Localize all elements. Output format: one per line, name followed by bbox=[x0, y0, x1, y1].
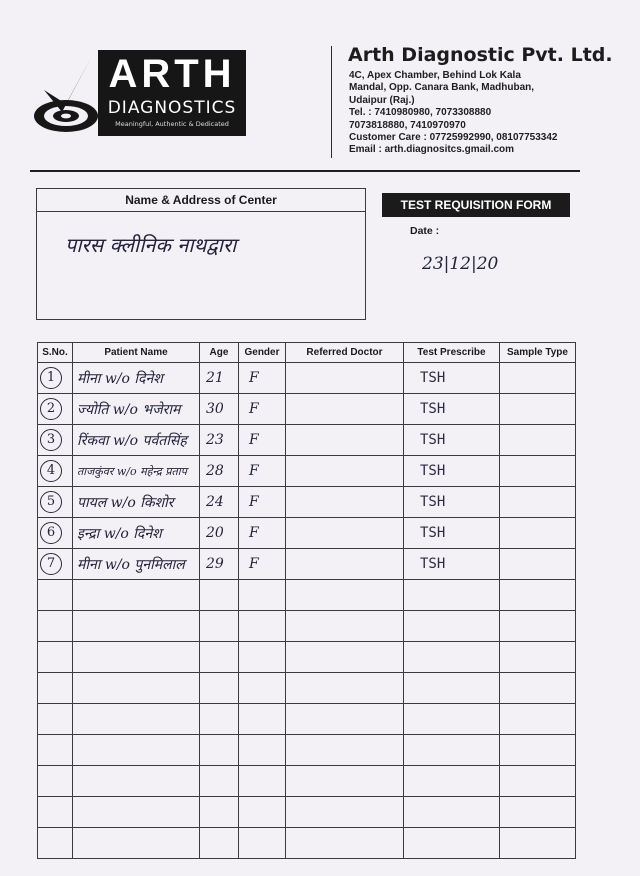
address-line: Udaipur (Raj.) bbox=[349, 94, 415, 106]
empty-cell bbox=[404, 642, 500, 673]
empty-cell bbox=[239, 735, 286, 766]
empty-cell bbox=[286, 766, 404, 797]
empty-cell bbox=[500, 611, 576, 642]
empty-cell bbox=[200, 642, 239, 673]
header-sample-type: Sample Type bbox=[500, 343, 576, 363]
empty-cell bbox=[404, 766, 500, 797]
patient-name-cell: मीना w/o दिनेश bbox=[73, 363, 200, 394]
test-cell: TSH bbox=[404, 518, 500, 549]
empty-cell bbox=[73, 611, 200, 642]
sample-cell bbox=[500, 363, 576, 394]
doctor-cell bbox=[286, 487, 404, 518]
empty-table-row bbox=[38, 580, 576, 611]
empty-cell bbox=[73, 828, 200, 859]
header-patient-name: Patient Name bbox=[73, 343, 200, 363]
empty-table-row bbox=[38, 611, 576, 642]
empty-cell bbox=[73, 642, 200, 673]
age-cell: 24 bbox=[200, 487, 239, 518]
sno-circle: 2 bbox=[40, 398, 62, 420]
table-body bbox=[38, 363, 576, 859]
sno-circle: 3 bbox=[40, 429, 62, 451]
sample-cell bbox=[500, 487, 576, 518]
address-line: 7073818880, 7410970970 bbox=[349, 119, 466, 131]
empty-cell bbox=[286, 735, 404, 766]
empty-cell bbox=[38, 642, 73, 673]
patient-name-cell: इन्द्रा w/o दिनेश bbox=[73, 518, 200, 549]
empty-cell bbox=[286, 704, 404, 735]
empty-cell bbox=[500, 797, 576, 828]
empty-cell bbox=[73, 580, 200, 611]
table-row bbox=[38, 456, 576, 487]
table-row bbox=[38, 425, 576, 456]
empty-cell bbox=[200, 735, 239, 766]
age-cell: 28 bbox=[200, 456, 239, 487]
doctor-cell bbox=[286, 518, 404, 549]
empty-cell bbox=[286, 673, 404, 704]
patient-name-cell: पायल w/o किशोर bbox=[73, 487, 200, 518]
address-line: 4C, Apex Chamber, Behind Lok Kala bbox=[349, 70, 521, 81]
empty-table-row bbox=[38, 704, 576, 735]
doctor-cell bbox=[286, 394, 404, 425]
empty-cell bbox=[200, 704, 239, 735]
empty-cell bbox=[200, 828, 239, 859]
empty-cell bbox=[286, 642, 404, 673]
empty-cell bbox=[500, 704, 576, 735]
sample-cell bbox=[500, 394, 576, 425]
doctor-cell bbox=[286, 363, 404, 394]
doctor-cell bbox=[286, 425, 404, 456]
test-cell: TSH bbox=[404, 487, 500, 518]
gender-cell: F bbox=[239, 394, 286, 425]
empty-cell bbox=[38, 766, 73, 797]
empty-table-row bbox=[38, 735, 576, 766]
sno-cell bbox=[38, 549, 73, 580]
address-line: Mandal, Opp. Canara Bank, Madhuban, bbox=[349, 82, 535, 94]
empty-cell bbox=[38, 673, 73, 704]
company-name: Arth Diagnostic Pvt. Ltd. bbox=[348, 44, 613, 66]
empty-cell bbox=[286, 611, 404, 642]
header-referred-doctor: Referred Doctor bbox=[286, 343, 404, 363]
sno-circle: 1 bbox=[40, 367, 62, 389]
age-cell: 21 bbox=[200, 363, 239, 394]
empty-cell bbox=[500, 766, 576, 797]
patient-name-cell: रिंकवा w/o पर्वतसिंह bbox=[73, 425, 200, 456]
empty-cell bbox=[73, 673, 200, 704]
sno-circle: 4 bbox=[40, 460, 62, 482]
empty-cell bbox=[286, 797, 404, 828]
patient-table bbox=[37, 342, 576, 859]
empty-cell bbox=[38, 580, 73, 611]
sno-cell bbox=[38, 518, 73, 549]
empty-cell bbox=[73, 766, 200, 797]
sample-cell bbox=[500, 518, 576, 549]
empty-cell bbox=[404, 704, 500, 735]
gender-cell: F bbox=[239, 456, 286, 487]
gender-cell: F bbox=[239, 425, 286, 456]
empty-cell bbox=[38, 735, 73, 766]
age-cell: 23 bbox=[200, 425, 239, 456]
company-address bbox=[349, 70, 558, 157]
empty-cell bbox=[239, 642, 286, 673]
table-header-row bbox=[38, 343, 576, 363]
date-label: Date : bbox=[410, 225, 440, 237]
empty-cell bbox=[38, 797, 73, 828]
empty-cell bbox=[404, 580, 500, 611]
brand-name: ARTH bbox=[108, 52, 236, 96]
empty-cell bbox=[286, 580, 404, 611]
empty-cell bbox=[38, 611, 73, 642]
patient-name-cell: ज्योति w/o भजेराम bbox=[73, 394, 200, 425]
empty-cell bbox=[239, 704, 286, 735]
brand-subtitle: DIAGNOSTICS bbox=[107, 98, 237, 118]
empty-cell bbox=[500, 673, 576, 704]
empty-cell bbox=[500, 828, 576, 859]
empty-cell bbox=[200, 611, 239, 642]
empty-cell bbox=[200, 673, 239, 704]
header-test-prescribe: Test Prescribe bbox=[404, 343, 500, 363]
patient-name-cell: मीना w/o पुनमिलाल bbox=[73, 549, 200, 580]
sample-cell bbox=[500, 456, 576, 487]
table-row bbox=[38, 549, 576, 580]
sno-cell bbox=[38, 456, 73, 487]
empty-cell bbox=[500, 642, 576, 673]
header-divider bbox=[331, 46, 332, 158]
center-box bbox=[36, 188, 366, 320]
empty-table-row bbox=[38, 642, 576, 673]
address-line: Customer Care : 07725992990, 08107753342 bbox=[349, 132, 558, 144]
sno-cell bbox=[38, 487, 73, 518]
empty-cell bbox=[73, 735, 200, 766]
sno-cell bbox=[38, 425, 73, 456]
empty-cell bbox=[404, 828, 500, 859]
empty-table-row bbox=[38, 673, 576, 704]
sno-circle: 6 bbox=[40, 522, 62, 544]
age-cell: 20 bbox=[200, 518, 239, 549]
sample-cell bbox=[500, 549, 576, 580]
test-cell: TSH bbox=[404, 425, 500, 456]
empty-table-row bbox=[38, 828, 576, 859]
age-cell: 30 bbox=[200, 394, 239, 425]
header-rule bbox=[30, 170, 580, 172]
doctor-cell bbox=[286, 549, 404, 580]
empty-cell bbox=[239, 797, 286, 828]
table-row bbox=[38, 487, 576, 518]
test-cell: TSH bbox=[404, 549, 500, 580]
address-line: Email : arth.diagnositcs.gmail.com bbox=[349, 144, 515, 156]
empty-cell bbox=[404, 673, 500, 704]
brand-box bbox=[98, 50, 246, 136]
empty-cell bbox=[286, 828, 404, 859]
empty-table-row bbox=[38, 797, 576, 828]
empty-cell bbox=[200, 797, 239, 828]
empty-cell bbox=[500, 735, 576, 766]
table-row bbox=[38, 394, 576, 425]
empty-cell bbox=[200, 766, 239, 797]
empty-cell bbox=[73, 704, 200, 735]
header-sno: S.No. bbox=[38, 343, 73, 363]
gender-cell: F bbox=[239, 487, 286, 518]
sno-circle: 7 bbox=[40, 553, 62, 575]
empty-cell bbox=[73, 797, 200, 828]
center-handwritten-name: पारस क्लीनिक नाथद्वारा bbox=[65, 233, 237, 257]
date-value: 23|12|20 bbox=[422, 254, 499, 274]
sno-cell bbox=[38, 394, 73, 425]
sno-cell bbox=[38, 363, 73, 394]
gender-cell: F bbox=[239, 518, 286, 549]
empty-cell bbox=[239, 580, 286, 611]
gender-cell: F bbox=[239, 549, 286, 580]
empty-cell bbox=[38, 704, 73, 735]
form-title: TEST REQUISITION FORM bbox=[382, 193, 570, 217]
table-row bbox=[38, 518, 576, 549]
empty-table-row bbox=[38, 766, 576, 797]
brand-tagline: Meaningful, Authentic & Dedicated bbox=[115, 120, 229, 128]
empty-cell bbox=[239, 766, 286, 797]
test-cell: TSH bbox=[404, 363, 500, 394]
sno-circle: 5 bbox=[40, 491, 62, 513]
test-cell: TSH bbox=[404, 394, 500, 425]
empty-cell bbox=[500, 580, 576, 611]
empty-cell bbox=[239, 673, 286, 704]
sample-cell bbox=[500, 425, 576, 456]
empty-cell bbox=[404, 797, 500, 828]
address-line: Tel. : 7410980980, 7073308880 bbox=[349, 107, 492, 119]
patient-name-cell: ताजकुंवर w/o महेन्द्र प्रताप bbox=[73, 456, 200, 487]
empty-cell bbox=[404, 735, 500, 766]
empty-cell bbox=[200, 580, 239, 611]
empty-cell bbox=[239, 611, 286, 642]
center-title: Name & Address of Center bbox=[37, 189, 365, 212]
empty-cell bbox=[239, 828, 286, 859]
gender-cell: F bbox=[239, 363, 286, 394]
test-cell: TSH bbox=[404, 456, 500, 487]
empty-cell bbox=[404, 611, 500, 642]
header-age: Age bbox=[200, 343, 239, 363]
doctor-cell bbox=[286, 456, 404, 487]
empty-cell bbox=[38, 828, 73, 859]
header-gender: Gender bbox=[239, 343, 286, 363]
table-row bbox=[38, 363, 576, 394]
age-cell: 29 bbox=[200, 549, 239, 580]
